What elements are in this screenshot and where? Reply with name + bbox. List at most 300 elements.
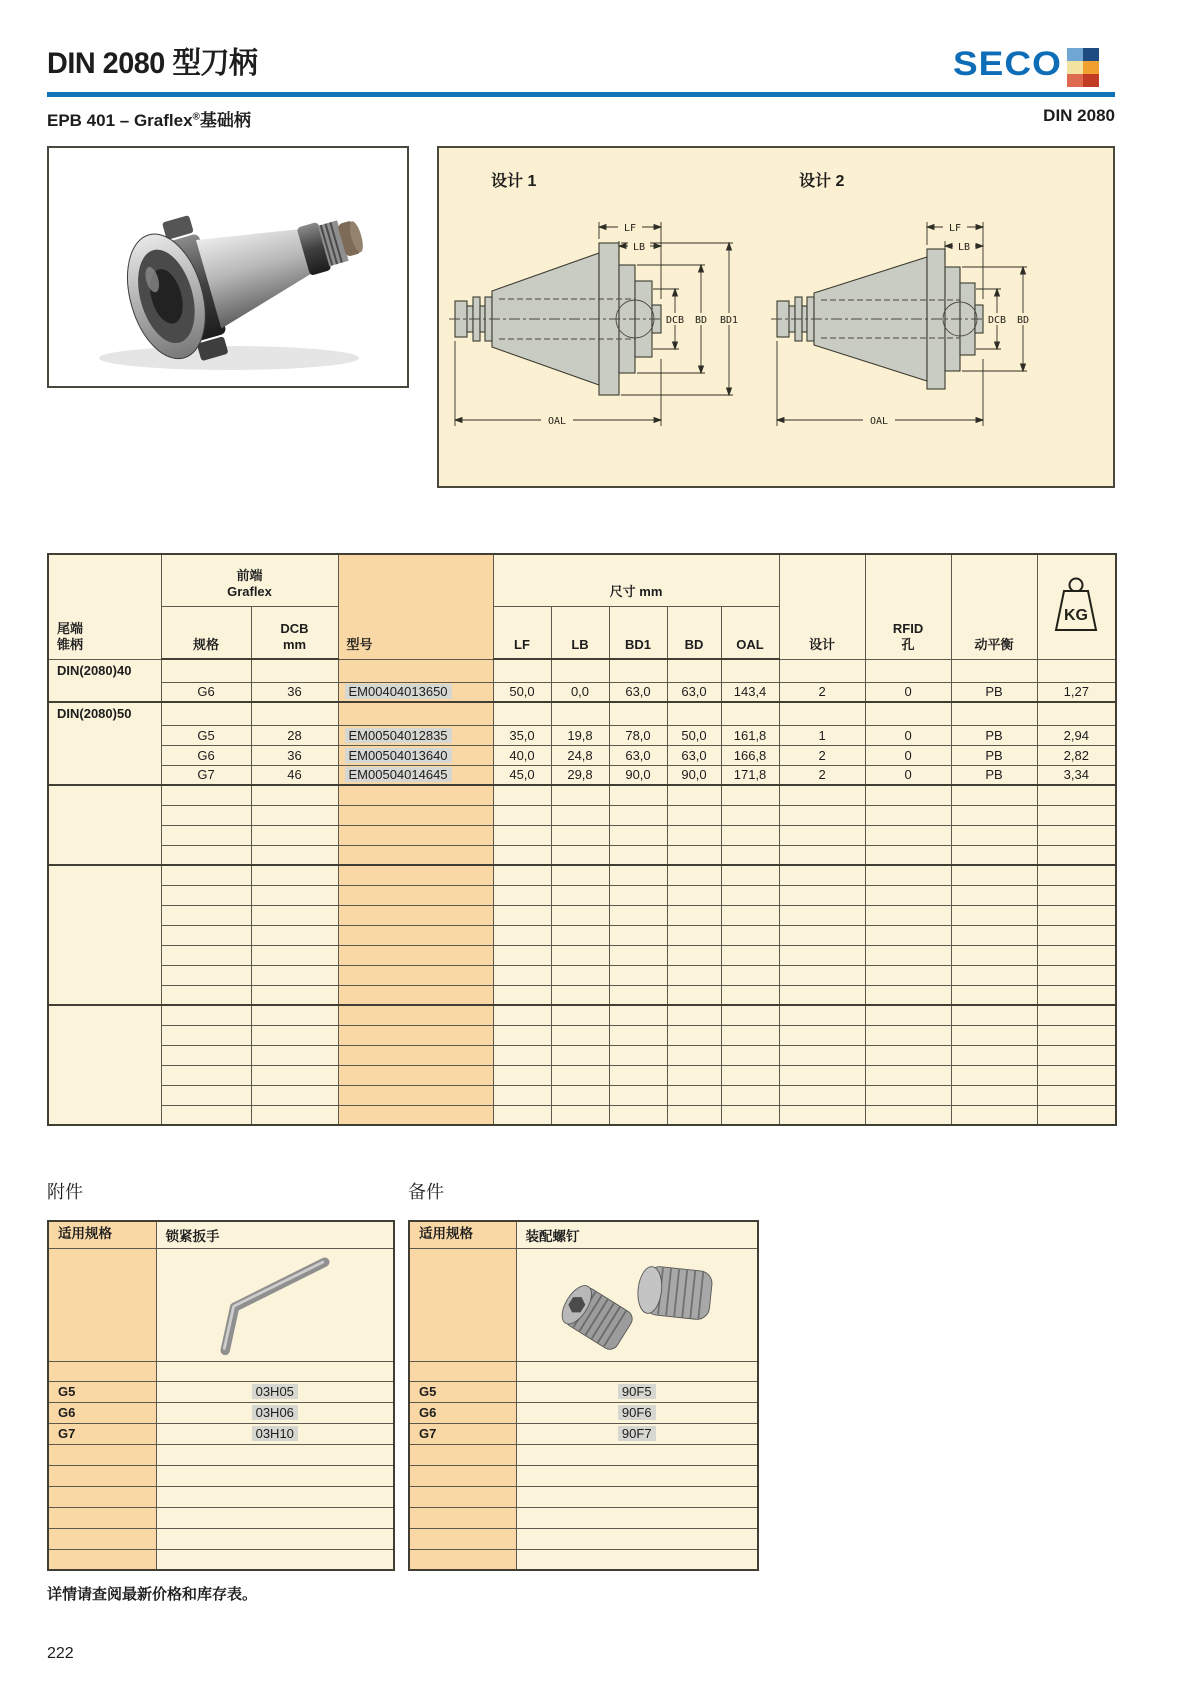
table-row [48,765,1116,785]
table-cell [516,1248,758,1361]
empty-table-row [48,905,1116,925]
table-cell [1037,825,1116,845]
table-cell [667,1085,721,1105]
table-cell [951,785,1037,805]
table-cell: 90,0 [609,765,667,785]
table-cell [779,1005,865,1025]
table-cell [667,805,721,825]
image-row [409,1248,758,1361]
table-cell [1037,702,1116,725]
table-cell [951,1105,1037,1125]
table-row [48,725,1116,745]
table-cell [251,905,338,925]
header-tail-taper [48,554,161,659]
table-cell [667,885,721,905]
table-cell [409,1444,516,1465]
registered-mark: ® [192,111,200,123]
table-cell: 24,8 [551,745,609,765]
table-cell [951,1005,1037,1025]
table-cell [609,1025,667,1045]
table-cell [667,1065,721,1085]
table-row [48,1423,394,1444]
table-cell [338,1085,493,1105]
table-cell [667,1045,721,1065]
table-cell [161,825,251,845]
table-cell [667,925,721,945]
header-front-graflex [161,554,338,606]
group-label: DIN(2080)40 [48,659,161,702]
polygon [814,257,927,381]
table-cell [721,865,779,885]
table-cell [609,1045,667,1065]
table-cell: 19,8 [551,725,609,745]
table-cell: G6 [161,745,251,765]
table-cell [48,785,161,865]
table-cell [721,702,779,725]
table-cell [516,1486,758,1507]
table-cell [667,825,721,845]
empty-table-row [48,965,1116,985]
table-cell [779,945,865,965]
spare-code: 90F6 [618,1405,656,1420]
header-rfid [865,554,951,659]
text: DCB [665,315,685,326]
logo-square [1067,61,1083,74]
table-cell [865,805,951,825]
table-cell [48,1507,156,1528]
span: DCB [280,620,309,636]
table-cell [951,1085,1037,1105]
table-cell [951,1045,1037,1065]
table-cell [493,905,551,925]
table-cell: PB [951,745,1037,765]
table-cell: G6 [48,1402,156,1423]
polygon [777,418,784,423]
table-cell [1037,1105,1116,1125]
logo-square [1067,48,1083,61]
table-cell [156,1402,394,1423]
table-cell [951,925,1037,945]
span: 前端 [236,568,263,583]
table-cell [721,925,779,945]
table-cell [667,1105,721,1125]
table-cell [251,985,338,1005]
table-cell [951,885,1037,905]
table-cell [551,1005,609,1025]
table-cell [779,885,865,905]
span: 尾端 [57,621,84,636]
table-cell [156,1381,394,1402]
path [225,1262,325,1350]
table-cell [1037,1085,1116,1105]
table-header-row [409,1221,758,1248]
empty-table-row [48,1105,1116,1125]
table-cell [161,905,251,925]
table-cell [1037,1025,1116,1045]
span: 孔 [901,637,915,653]
table-cell [667,1005,721,1025]
accessory-code: 03H10 [252,1426,298,1441]
series-subtitle [47,106,251,131]
table-cell [551,925,609,945]
polygon [995,342,1000,349]
polygon [654,244,661,249]
empty-table-row [48,1085,1116,1105]
tbody [48,1221,394,1570]
table-cell [251,805,338,825]
table-cell: 3,34 [1037,765,1116,785]
table-cell [338,985,493,1005]
table-cell [551,965,609,985]
table-header-row [48,1221,394,1248]
table-cell [161,845,251,865]
table-cell [161,925,251,945]
table-cell [516,1423,758,1444]
table-cell [609,985,667,1005]
table-cell [338,765,493,785]
table-cell: 0 [865,745,951,765]
model-code: EM00504014645 [345,767,452,782]
table-cell [951,845,1037,865]
text: BD [694,315,708,326]
header-balance: 动平衡 [951,554,1037,659]
table-cell [865,1025,951,1045]
tbody [48,554,1116,1125]
table-cell [779,785,865,805]
table-cell [251,945,338,965]
table-cell [161,1025,251,1045]
empty-table-row [48,945,1116,965]
span: mm [282,636,307,652]
price-footnote: 详情请查阅最新价格和库存表。 [47,1586,258,1603]
table-cell [493,785,551,805]
table-cell [338,1005,493,1025]
table-cell: 78,0 [609,725,667,745]
table-cell [721,1105,779,1125]
spacer-row [409,1361,758,1381]
table-cell [1037,945,1116,965]
table-cell: 63,0 [609,745,667,765]
table-cell [161,1005,251,1025]
polygon [976,244,983,249]
table-cell [409,1507,516,1528]
table-cell [48,1444,156,1465]
span: 基础柄 [199,111,251,130]
table-cell [721,1025,779,1045]
page-number: 222 [47,1645,74,1662]
table-cell [951,1025,1037,1045]
sub-header [47,106,1115,131]
g [636,1265,714,1321]
table-cell [161,1105,251,1125]
table-cell: G7 [161,765,251,785]
table-cell [161,885,251,905]
g [112,171,382,376]
table-cell [865,825,951,845]
table-cell [865,785,951,805]
polygon [699,366,704,373]
table-cell [493,845,551,865]
table-cell [865,925,951,945]
table-cell [161,865,251,885]
polygon [599,225,606,230]
text: DCB [987,315,1007,326]
logo-square [1067,74,1083,87]
polygon [673,342,678,349]
table-cell [156,1549,394,1570]
table-cell [779,659,865,682]
polygon [619,244,626,249]
table-cell [251,1025,338,1045]
text: BD [1016,315,1030,326]
empty-table-row [48,825,1116,845]
table-cell [865,905,951,925]
spare-code: 90F5 [618,1384,656,1399]
table-cell [161,1085,251,1105]
table-cell: 46 [251,765,338,785]
polygon [927,225,934,230]
polygon [727,388,732,395]
table-cell [721,945,779,965]
table-cell: 161,8 [721,725,779,745]
table-header-row-1 [48,554,1116,606]
logo-square [1083,74,1099,87]
table-cell [338,725,493,745]
span: Graflex [227,584,272,600]
table-cell [721,965,779,985]
table-cell: 63,0 [667,745,721,765]
table-cell [951,702,1037,725]
polygon [1021,267,1026,274]
table-cell [1037,865,1116,885]
table-cell [865,865,951,885]
table-cell [338,845,493,865]
table-cell [338,925,493,945]
table-cell: 2 [779,765,865,785]
technical-drawing-panel [437,146,1115,488]
table-cell [493,965,551,985]
table-cell [779,845,865,865]
table-cell [493,885,551,905]
table-cell [779,1045,865,1065]
table-cell [493,945,551,965]
text: LB [957,242,971,253]
table-cell [667,702,721,725]
table-cell [251,659,338,682]
table-cell [156,1486,394,1507]
table-cell [951,659,1037,682]
table-cell [48,1248,156,1361]
table-cell [1037,885,1116,905]
table-cell [779,905,865,925]
table-cell [551,785,609,805]
table-cell [609,825,667,845]
table-cell [493,1025,551,1045]
group-label-row [48,659,1116,682]
table-cell [865,885,951,905]
accessory-code: 03H05 [252,1384,298,1399]
table-cell [779,1065,865,1085]
header-weight [1037,554,1116,659]
table-cell [865,985,951,1005]
table-cell [516,1361,758,1381]
table-cell [721,805,779,825]
table-cell [951,865,1037,885]
table-cell [551,985,609,1005]
polygon [727,243,732,250]
table-row [409,1423,758,1444]
product-photo-panel [47,146,409,388]
table-cell [251,702,338,725]
table-cell [338,865,493,885]
table-cell [338,1025,493,1045]
table-cell [409,1486,516,1507]
table-cell [551,945,609,965]
table-cell: 0 [865,765,951,785]
table-cell [551,805,609,825]
table-cell [516,1402,758,1423]
table-cell [251,885,338,905]
table-cell [251,1065,338,1085]
table-cell: G5 [161,725,251,745]
table-cell [493,702,551,725]
table-cell: 2,94 [1037,725,1116,745]
table-row [48,682,1116,702]
polygon [976,418,983,423]
table-cell [251,925,338,945]
empty-table-row [48,1507,394,1528]
table-cell [516,1549,758,1570]
table-cell [551,845,609,865]
table-cell [493,865,551,885]
table-cell [48,1465,156,1486]
header-design: 设计 [779,554,865,659]
table-cell [609,905,667,925]
table-cell [251,1105,338,1125]
empty-table-row [409,1528,758,1549]
empty-table-row [48,985,1116,1005]
table-cell [551,865,609,885]
model-code: EM00504012835 [345,728,452,743]
seco-logo-mark [1067,48,1099,87]
table-cell [338,702,493,725]
product-photo [49,148,407,386]
table-cell [161,702,251,725]
header-model: 型号 [338,554,493,659]
table-cell [493,1085,551,1105]
table-cell [865,1045,951,1065]
table-cell [338,825,493,845]
table-cell [251,965,338,985]
design2-title: 设计 2 [799,173,845,190]
table-cell [951,965,1037,985]
text: KG [1064,607,1089,625]
table-cell [865,659,951,682]
accessories-heading: 附件 [47,1182,83,1202]
header-bd: BD [667,606,721,659]
table-cell [493,659,551,682]
table-cell [609,965,667,985]
empty-table-row [48,1528,394,1549]
table-cell: 35,0 [493,725,551,745]
table-cell [251,865,338,885]
table-cell [609,925,667,945]
design2-drawing [769,194,1087,464]
table-cell [551,1085,609,1105]
table-cell [609,785,667,805]
table-cell [156,1444,394,1465]
table-cell: G5 [409,1381,516,1402]
table-cell [551,1025,609,1045]
logo-square [1083,61,1099,74]
group-label-row [48,702,1116,725]
table-cell: 2 [779,682,865,702]
table-cell [1037,985,1116,1005]
table-cell [551,1045,609,1065]
accessory-code: 03H06 [252,1405,298,1420]
table-cell [48,1528,156,1549]
empty-table-row [48,1549,394,1570]
table-cell [551,702,609,725]
table-cell [667,845,721,865]
model-code: EM00504013640 [345,748,452,763]
table-cell: 29,8 [551,765,609,785]
header-lock-wrench: 锁紧扳手 [156,1221,394,1248]
table-cell [251,1005,338,1025]
table-cell: 36 [251,745,338,765]
table-cell [551,1105,609,1125]
table-cell [338,682,493,702]
table-cell [609,885,667,905]
table-cell [551,659,609,682]
empty-table-row [409,1507,758,1528]
spares-heading: 备件 [408,1182,444,1202]
table-cell [865,702,951,725]
table-cell [609,945,667,965]
set-screws-image [519,1249,754,1357]
table-cell: 0 [865,725,951,745]
table-cell [493,805,551,825]
table-cell [409,1465,516,1486]
standard-label: DIN 2080 [1043,106,1115,125]
table-cell [338,1065,493,1085]
table-cell: 2 [779,745,865,765]
table-cell: PB [951,682,1037,702]
table-cell [251,825,338,845]
table-cell [493,1065,551,1085]
table-cell [48,865,161,1005]
table-cell [338,1045,493,1065]
table-cell [667,905,721,925]
table-cell [721,1005,779,1025]
table-cell [48,1549,156,1570]
table-cell [161,1045,251,1065]
empty-table-row [409,1486,758,1507]
empty-table-row [48,1045,1116,1065]
empty-table-row [48,1486,394,1507]
header-applicable-spec: 适用规格 [409,1221,516,1248]
table-row [409,1381,758,1402]
header-oal: OAL [721,606,779,659]
table-cell [609,805,667,825]
table-cell [721,905,779,925]
header-assembly-screw: 装配螺钉 [516,1221,758,1248]
seco-logo [953,46,1099,87]
table-cell [865,1085,951,1105]
table-cell [493,925,551,945]
table-cell [161,945,251,965]
table-cell [667,865,721,885]
